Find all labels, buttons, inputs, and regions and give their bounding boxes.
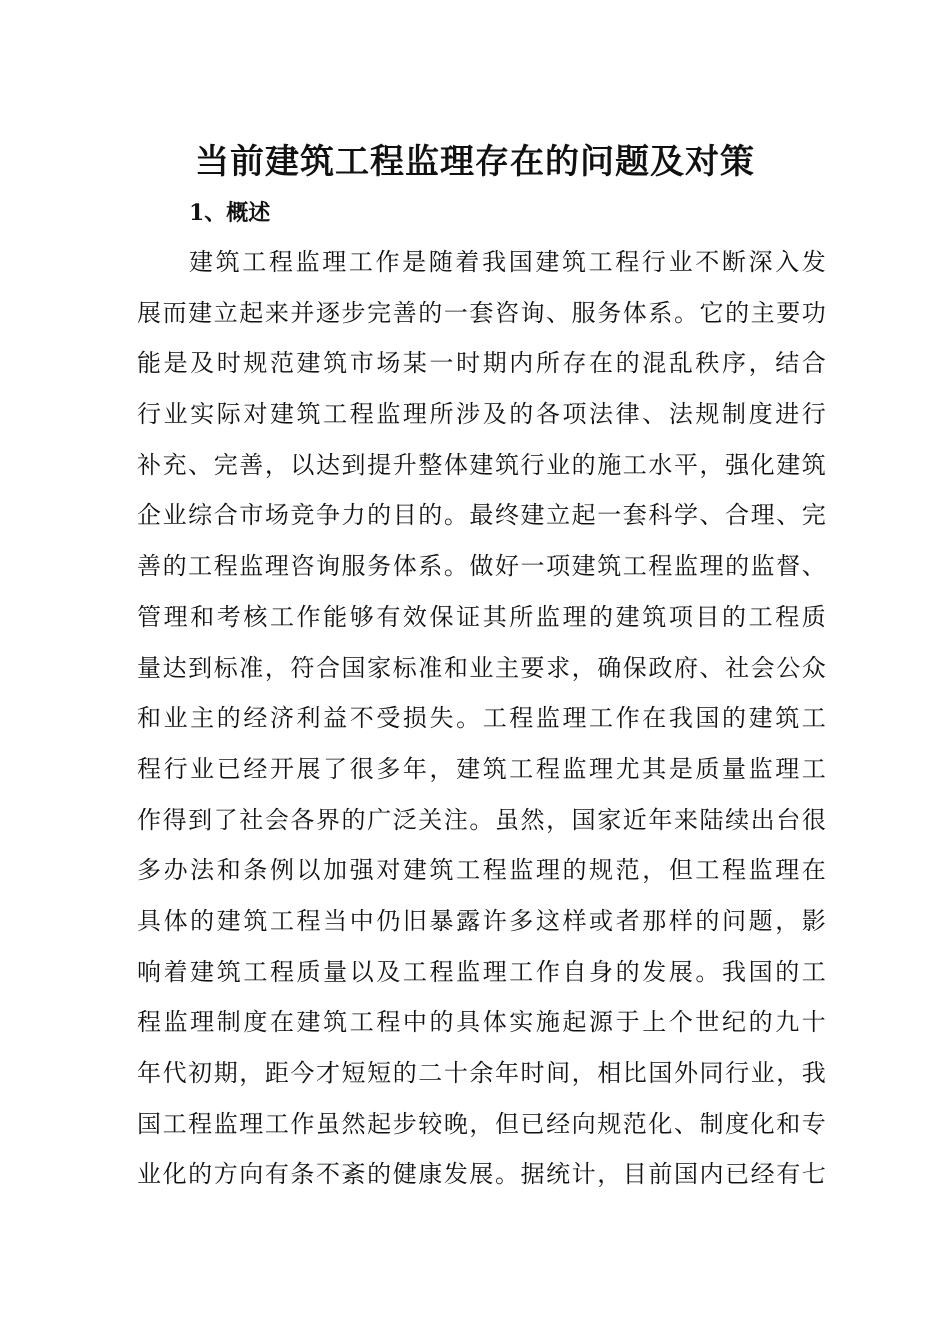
paragraph-line: 善的工程监理咨询服务体系。做好一项建筑工程监理的监督、 xyxy=(137,552,827,581)
paragraph-line: 行业实际对建筑工程监理所涉及的各项法律、法规制度进行 xyxy=(137,400,827,429)
paragraph-line: 补充、完善，以达到提升整体建筑行业的施工水平，强化建筑 xyxy=(137,450,827,479)
paragraph-line: 多办法和条例以加强对建筑工程监理的规范，但工程监理在 xyxy=(137,856,827,885)
paragraph-line: 年代初期，距今才短短的二十余年时间，相比国外同行业，我 xyxy=(137,1059,827,1087)
paragraph-line: 企业综合市场竞争力的目的。最终建立起一套科学、合理、完 xyxy=(137,501,827,530)
paragraph-line: 展而建立起来并逐步完善的一套咨询、服务体系。它的主要功 xyxy=(137,298,827,327)
paragraph-line: 业化的方向有条不紊的健康发展。据统计，目前国内已经有七 xyxy=(137,1160,827,1189)
body-paragraph xyxy=(137,237,827,1200)
paragraph-line: 国工程监理工作虽然起步较晚，但已经向规范化、制度化和专 xyxy=(137,1109,827,1138)
paragraph-line: 和业主的经济利益不受损失。工程监理工作在我国的建筑工 xyxy=(137,704,827,733)
paragraph-line: 建筑工程监理工作是随着我国建筑工程行业不断深入发 xyxy=(189,248,827,276)
paragraph-line: 具体的建筑工程当中仍旧暴露许多这样或者那样的问题，影 xyxy=(137,906,827,935)
paragraph-line: 作得到了社会各界的广泛关注。虽然，国家近年来陆续出台很 xyxy=(137,805,827,834)
paragraph-line: 能是及时规范建筑市场某一时期内所存在的混乱秩序，结合 xyxy=(137,349,827,378)
paragraph-line: 程监理制度在建筑工程中的具体实施起源于上个世纪的九十 xyxy=(137,1008,827,1037)
paragraph-line: 响着建筑工程质量以及工程监理工作自身的发展。我国的工 xyxy=(137,957,827,986)
paragraph-line: 管理和考核工作能够有效保证其所监理的建筑项目的工程质 xyxy=(137,602,827,631)
paragraph-line: 量达到标准，符合国家标准和业主要求，确保政府、社会公众 xyxy=(137,653,827,682)
section-heading: 1、概述 xyxy=(189,200,271,226)
document-title: 当前建筑工程监理存在的问题及对策 xyxy=(195,142,755,182)
paragraph-line: 程行业已经开展了很多年，建筑工程监理尤其是质量监理工 xyxy=(137,754,827,783)
